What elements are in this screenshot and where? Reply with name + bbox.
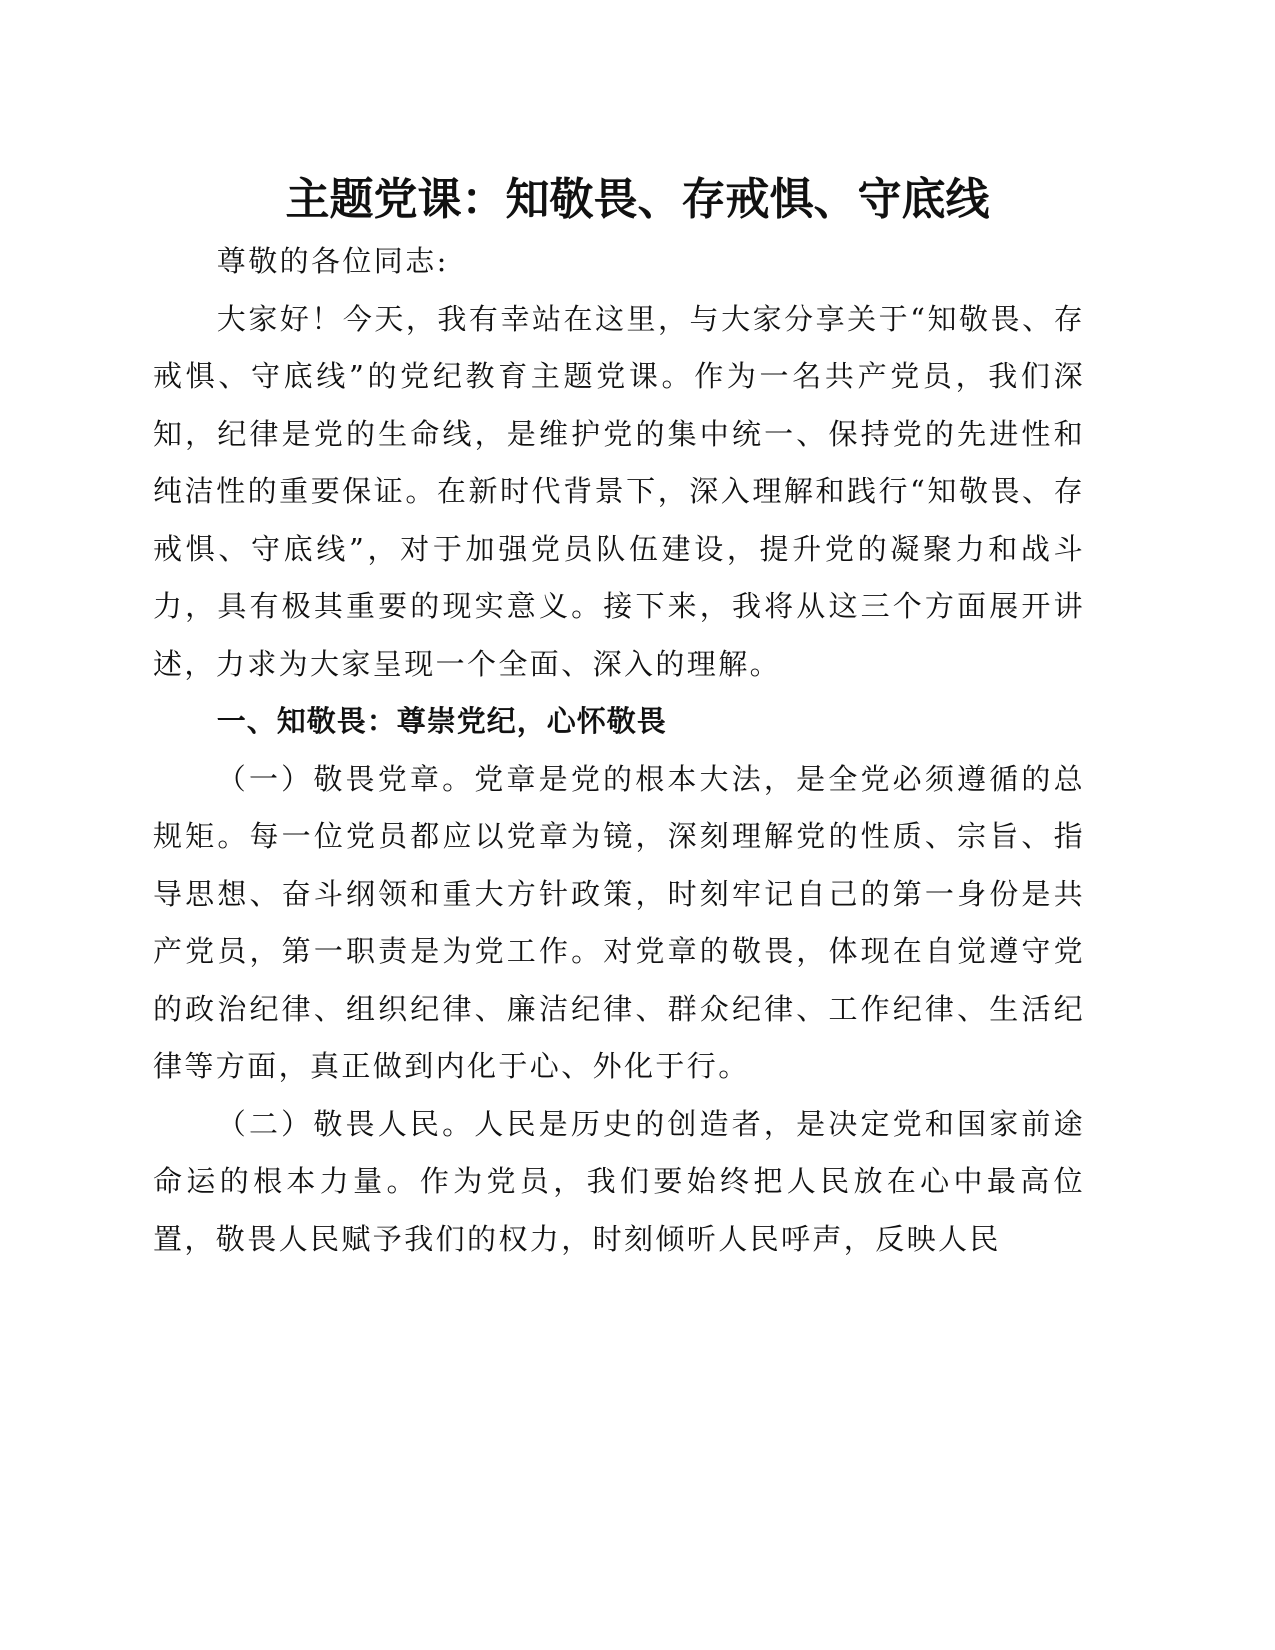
document-body (153, 233, 1085, 1268)
intro-paragraph: 大家好！今天，我有幸站在这里，与大家分享关于“知敬畏、存戒惧、守底线”的党纪教育主题党课。作为一名共产党员，我们深知，纪律是党的生命线，是维护党的集中统一、保持党的先进性和纯洁性的重要保证。在新时代背景下，深入理解和践行“知敬畏、存戒惧、守底线”，对于加强党员队伍建设，提升党的凝聚力和战斗力，具有极其重要的现实意义。接下来，我将从这三个方面展开讲述，力求为大家呈现一个全面、深入的理解。 (153, 301, 1085, 681)
paragraph-revere-people: （二）敬畏人民。人民是历史的创造者，是决定党和国家前途命运的根本力量。作为党员，我们要始终把人民放在心中最高位置，敬畏人民赋予我们的权力，时刻倾听人民呼声，反映人民 (153, 1106, 1085, 1256)
document-title: 主题党课：知敬畏、存戒惧、守底线 (285, 174, 990, 225)
paragraph-revere-constitution: （一）敬畏党章。党章是党的根本大法，是全党必须遵循的总规矩。每一位党员都应以党章为镜，深刻理解党的性质、宗旨、指导思想、奋斗纲领和重大方针政策，时刻牢记自己的第一身份是共产党员，第一职责是为党工作。对党章的敬畏，体现在自觉遵守党的政治纪律、组织纪律、廉洁纪律、群众纪律、工作纪律、生活纪律等方面，真正做到内化于心、外化于行。 (153, 761, 1085, 1083)
section-heading: 一、知敬畏：尊崇党纪，心怀敬畏 (216, 704, 667, 738)
salutation: 尊敬的各位同志: (216, 244, 449, 278)
